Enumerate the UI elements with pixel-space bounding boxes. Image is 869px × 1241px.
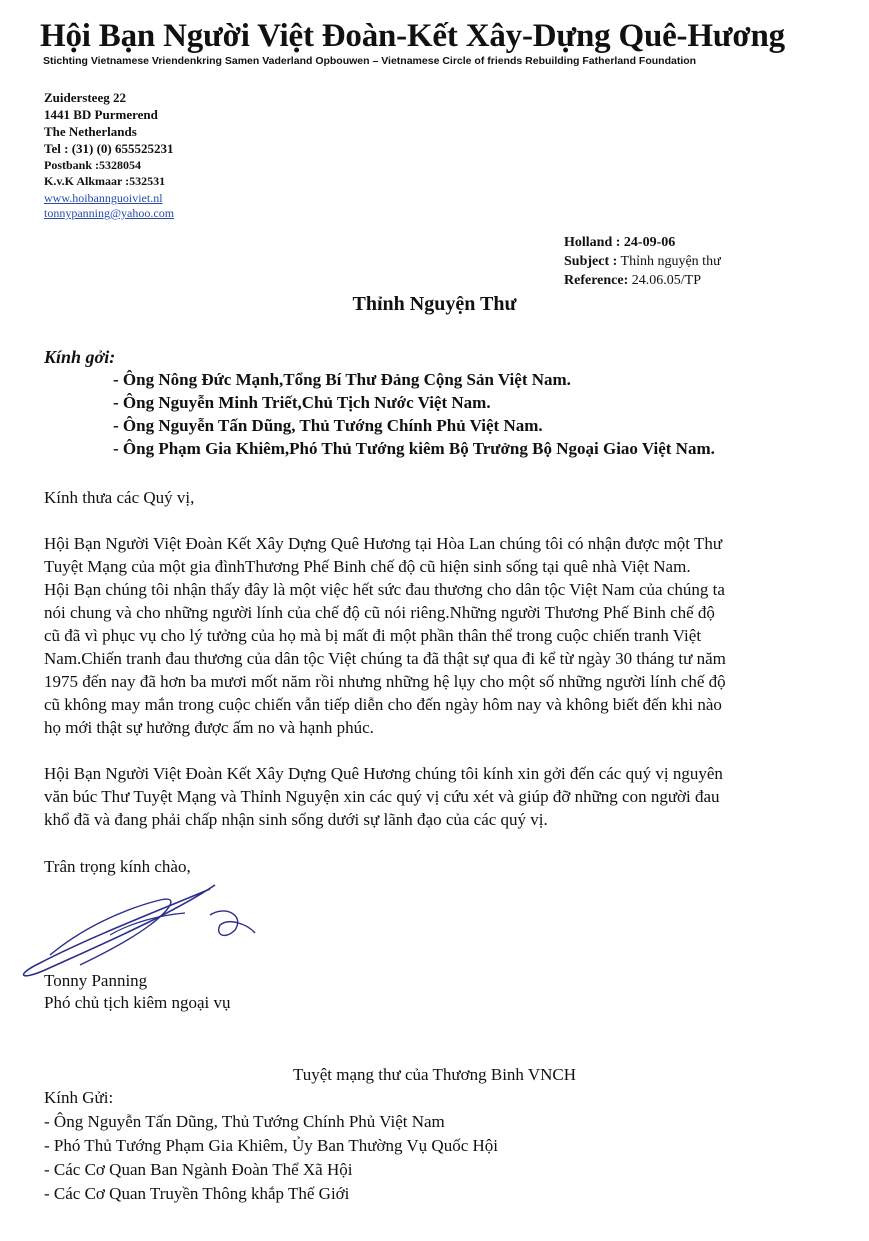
paragraph-line: khổ đã và đang phải chấp nhận sinh sống dưới sự lãnh đạo của các quý vị.	[44, 810, 548, 829]
paragraph-line: Hội Bạn Người Việt Đoàn Kết Xây Dựng Quê Hương chúng tôi kính xin gởi đến các quý vị nguyên	[44, 764, 723, 783]
date-line	[564, 234, 675, 252]
reference-label: Reference:	[564, 273, 629, 288]
email-link[interactable]: tonnypanning@yahoo.com	[44, 206, 175, 220]
greeting-label: Kính gởi:	[44, 347, 116, 367]
signer-role: Phó chủ tịch kiêm ngoại vụ	[44, 993, 231, 1012]
address-postbank: Postbank :5328054	[44, 158, 142, 172]
paragraph-line: nói chung và cho những người lính của chế độ cũ nói riêng.Những người Thương Phế Binh chế độ	[44, 603, 715, 622]
website-link[interactable]: www.hoibannguoiviet.nl	[44, 191, 163, 205]
paragraph-line: Hội Bạn chúng tôi nhận thấy đây là một việc hết sức đau thương cho dân tộc Việt Nam của chúng ta	[44, 580, 725, 599]
recipient-item: - Ông Nông Đức Mạnh,Tổng Bí Thư Đảng Cộng Sản Việt Nam.	[113, 370, 571, 389]
appendix-item: - Ông Nguyễn Tấn Dũng, Thủ Tướng Chính Phủ Việt Nam	[44, 1112, 445, 1131]
paragraph-2	[44, 762, 844, 831]
paragraph-line: cũ không may mắn trong cuộc chiến vẫn tiếp diễn cho đến ngày hôm nay và không biết đến khi nào	[44, 695, 722, 714]
appendix-item: - Phó Thủ Tướng Phạm Gia Khiêm, Ủy Ban Thường Vụ Quốc Hội	[44, 1136, 498, 1155]
signer-name: Tonny Panning	[44, 971, 148, 990]
reference-line	[564, 272, 701, 290]
paragraph-line: Hội Bạn Người Việt Đoàn Kết Xây Dựng Quê Hương tại Hòa Lan chúng tôi có nhận được một Thư	[44, 534, 723, 553]
paragraph-line: Tuyệt Mạng của một gia đìnhThương Phế Binh chế độ cũ hiện sinh sống tại quê nhà Việt Nam.	[44, 557, 691, 576]
organization-title: Hội Bạn Người Việt Đoàn-Kết Xây-Dựng Quê-Hương	[40, 18, 785, 54]
recipient-item: - Ông Nguyễn Minh Triết,Chủ Tịch Nước Việt Nam.	[113, 393, 491, 412]
paragraph-line: họ mới thật sự hưởng được ấm no và hạnh phúc.	[44, 718, 374, 737]
salutation: Kính thưa các Quý vị,	[44, 488, 195, 507]
address-country: The Netherlands	[44, 124, 137, 139]
subject-value: Thỉnh nguyện thư	[620, 254, 721, 269]
address-kvk: K.v.K Alkmaar :532531	[44, 174, 166, 188]
subject-line	[564, 253, 721, 271]
address-postal: 1441 BD Purmerend	[44, 107, 158, 122]
appendix-item: - Các Cơ Quan Ban Ngành Đoàn Thể Xã Hội	[44, 1160, 353, 1179]
organization-subtitle: Stichting Vietnamese Vriendenkring Samen Vaderland Opbouwen – Vietnamese Circle of friends Rebuilding Fatherland Foundation	[43, 55, 697, 67]
address-street: Zuidersteeg 22	[44, 90, 126, 105]
appendix-title: Tuyệt mạng thư của Thương Binh VNCH	[292, 1065, 577, 1084]
paragraph-line: cũ đã vì phục vụ cho lý tưởng của họ mà bị mất đi một phần thân thể trong cuộc chiến tranh Việt	[44, 626, 702, 645]
closing: Trân trọng kính chào,	[44, 857, 191, 876]
address-tel: Tel : (31) (0) 655525231	[44, 141, 174, 156]
appendix-greeting: Kính Gửi:	[44, 1088, 114, 1107]
date-label: Holland : 24-09-06	[564, 235, 676, 250]
recipient-item: - Ông Phạm Gia Khiêm,Phó Thủ Tướng kiêm Bộ Trưởng Bộ Ngoại Giao Việt Nam.	[113, 439, 715, 458]
reference-value: 24.06.05/TP	[631, 273, 701, 288]
subject-label: Subject :	[564, 254, 618, 269]
appendix-item: - Các Cơ Quan Truyền Thông khắp Thế Giới	[44, 1184, 350, 1203]
paragraph-1	[44, 532, 844, 739]
document-title: Thỉnh Nguyện Thư	[352, 293, 517, 315]
paragraph-line: văn búc Thư Tuyệt Mạng và Thỉnh Nguyện xin các quý vị cứu xét và giúp đỡ những con người đau	[44, 787, 720, 806]
paragraph-line: Nam.Chiến tranh đau thương của dân tộc Việt chúng ta đã thật sự qua đi kể từ ngày 30 tháng tư năm	[44, 649, 726, 668]
paragraph-line: 1975 đến nay đã hơn ba mươi mốt năm rồi nhưng những hệ lụy cho một số những người lính chế độ	[44, 672, 726, 691]
recipient-item: - Ông Nguyễn Tấn Dũng, Thủ Tướng Chính Phủ Việt Nam.	[113, 416, 543, 435]
